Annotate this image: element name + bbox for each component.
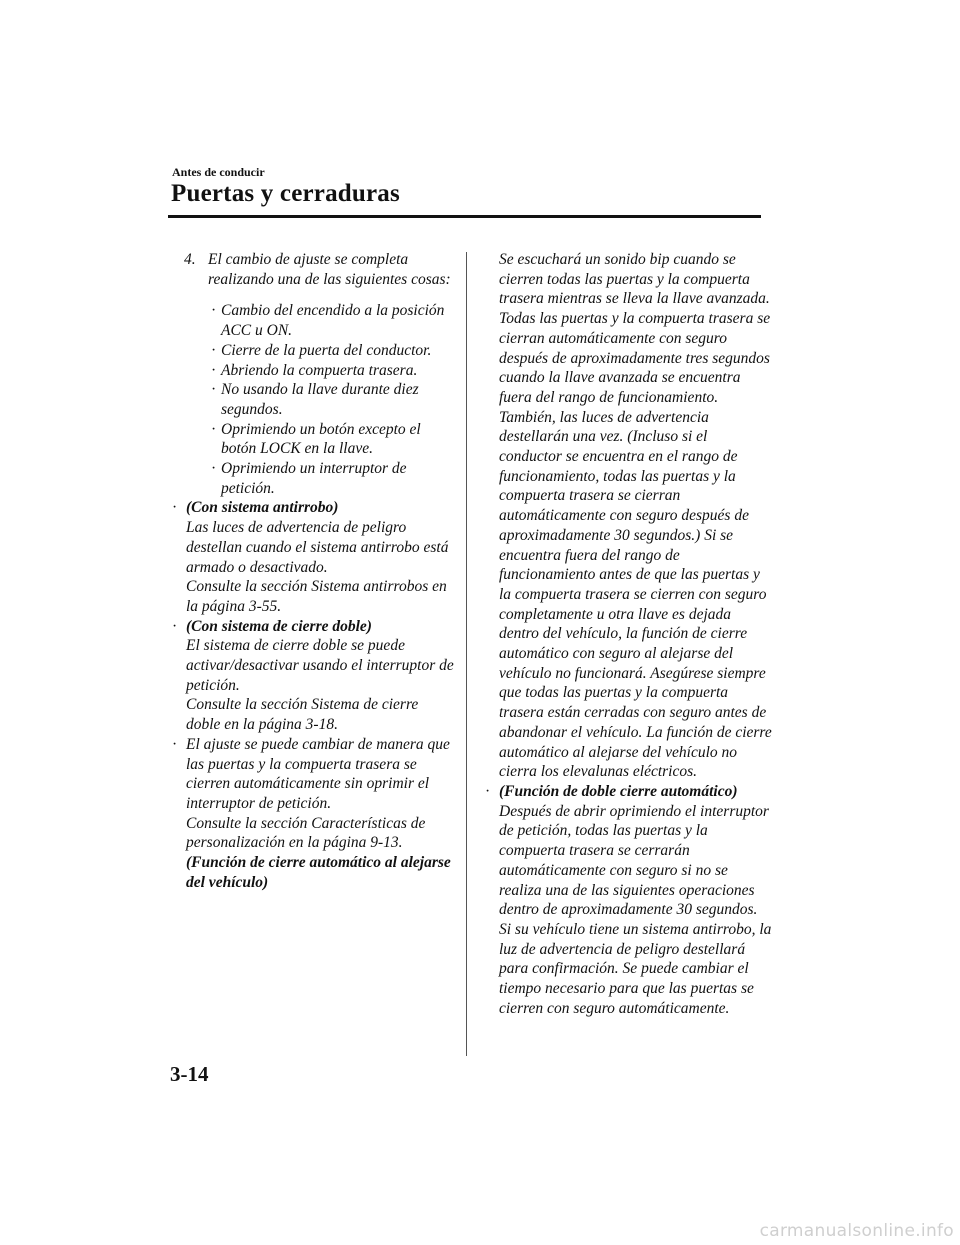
- bullet-heading: (Función de doble cierre automático): [499, 782, 738, 800]
- list-item: · Oprimiendo un interruptor de petición.: [211, 460, 407, 497]
- list-item: · Cambio del encendido a la posición ACC u ON.: [211, 302, 445, 340]
- bullet-icon: ·: [211, 302, 217, 320]
- subheading: (Función de cierre automático al alejarse del vehículo): [186, 854, 451, 891]
- bullet-icon: ·: [172, 735, 178, 753]
- bullet-reference: Consulte la sección Sistema de cierre doble en la página 3-18.: [186, 696, 419, 734]
- bullet-icon: ·: [485, 782, 491, 800]
- bullet-icon: ·: [211, 381, 217, 399]
- auto-lock-paragraph: Se escuchará un sonido bip cuando se cierren todas las puertas y la compuerta trasera mientras se lleva la llave avanzada. Todas las puertas y la compuerta trasera se cierran automáticamente con seguro después de aproximadamente tres segundos cuando la llave avanzada se encuentra fuera del rango de funcionamiento. También, las luces de advertencia destellarán una vez. (Incluso si el conductor se encuentra en el rango de funcionamiento, todas las puertas y la compuerta trasera se cierran automáticamente con seguro después de aproximadamente 30 segundos.) Si se encuentra fuera del rango de funcionamiento antes de que las puertas y la compuerta trasera se cierren con seguro completamente u otra llave es dejada dentro del vehículo, la función de cierre automático con seguro al alejarse del vehículo no funcionará. Asegúrese siempre que todas las puertas y la compuerta trasera están cerradas con seguro antes de abandonar el vehículo. La función de cierre automático al alejarse del vehículo no cierra los elevalunas eléctricos.: [499, 251, 772, 781]
- bullet-icon: ·: [211, 361, 217, 379]
- bullet-icon: ·: [172, 617, 178, 635]
- bullet-icon: ·: [211, 420, 217, 438]
- step-text: El cambio de ajuste se completa realizando una de las siguientes cosas:: [208, 251, 451, 288]
- bullet-body: Después de abrir oprimiendo el interruptor de petición, todas las puertas y la compuerta trasera se cerrarán automáticamente con seguro si no se realiza una de las siguientes operaciones dentro de aproximadamente 30 segundos. Si su vehículo tiene un sistema antirrobo, la luz de advertencia de peligro destellará para confirmación. Se puede cambiar el tiempo necesario para que las puertas se cierren con seguro automáticamente.: [499, 802, 772, 1017]
- bullet-heading: (Con sistema de cierre doble): [186, 617, 372, 635]
- list-item: · Cierre de la puerta del conductor.: [211, 341, 432, 359]
- bullet-reference: Consulte la sección Características de personalización en la página 9-13.: [186, 814, 426, 852]
- list-item: · Abriendo la compuerta trasera.: [211, 361, 418, 379]
- section-label: Antes de conducir: [172, 165, 265, 179]
- column-divider: [466, 252, 467, 1056]
- bullet-body: El ajuste se puede cambiar de manera que las puertas y la compuerta trasera se cierren automáticamente sin oprimir el interruptor de petición.: [186, 735, 450, 812]
- bullet-icon: ·: [211, 460, 217, 478]
- right-column: [483, 250, 773, 1018]
- page-title: Puertas y cerraduras: [171, 180, 400, 207]
- step-4: [184, 250, 455, 289]
- bullet-body: El sistema de cierre doble se puede activar/desactivar usando el interruptor de petición.: [186, 637, 454, 694]
- bullet-reference: Consulte la sección Sistema antirrobos en la página 3-55.: [186, 578, 447, 615]
- bullet-doble-cierre: [483, 782, 773, 802]
- step-number: 4.: [184, 251, 196, 268]
- watermark: carmanualsonline.info: [759, 1221, 954, 1241]
- bullet-icon: ·: [172, 499, 178, 517]
- bullet-body: Las luces de advertencia de peligro destellan cuando el sistema antirrobo está armado o desactivado.: [186, 519, 449, 576]
- page-number: 3-14: [170, 1062, 209, 1086]
- bullet-heading: (Con sistema antirrobo): [186, 499, 339, 517]
- bullet-cierre-doble: [170, 617, 455, 637]
- footer-band: [0, 1215, 960, 1245]
- left-column: [170, 250, 455, 893]
- bullet-ajuste: [170, 735, 455, 814]
- bullet-icon: ·: [211, 341, 217, 359]
- title-rule: [168, 215, 761, 218]
- bullet-antirrobo: [170, 498, 455, 518]
- list-item: · No usando la llave durante diez segundos.: [211, 381, 419, 418]
- sub-list: [210, 301, 455, 498]
- list-item: · Oprimiendo un botón excepto el botón LOCK en la llave.: [211, 420, 421, 458]
